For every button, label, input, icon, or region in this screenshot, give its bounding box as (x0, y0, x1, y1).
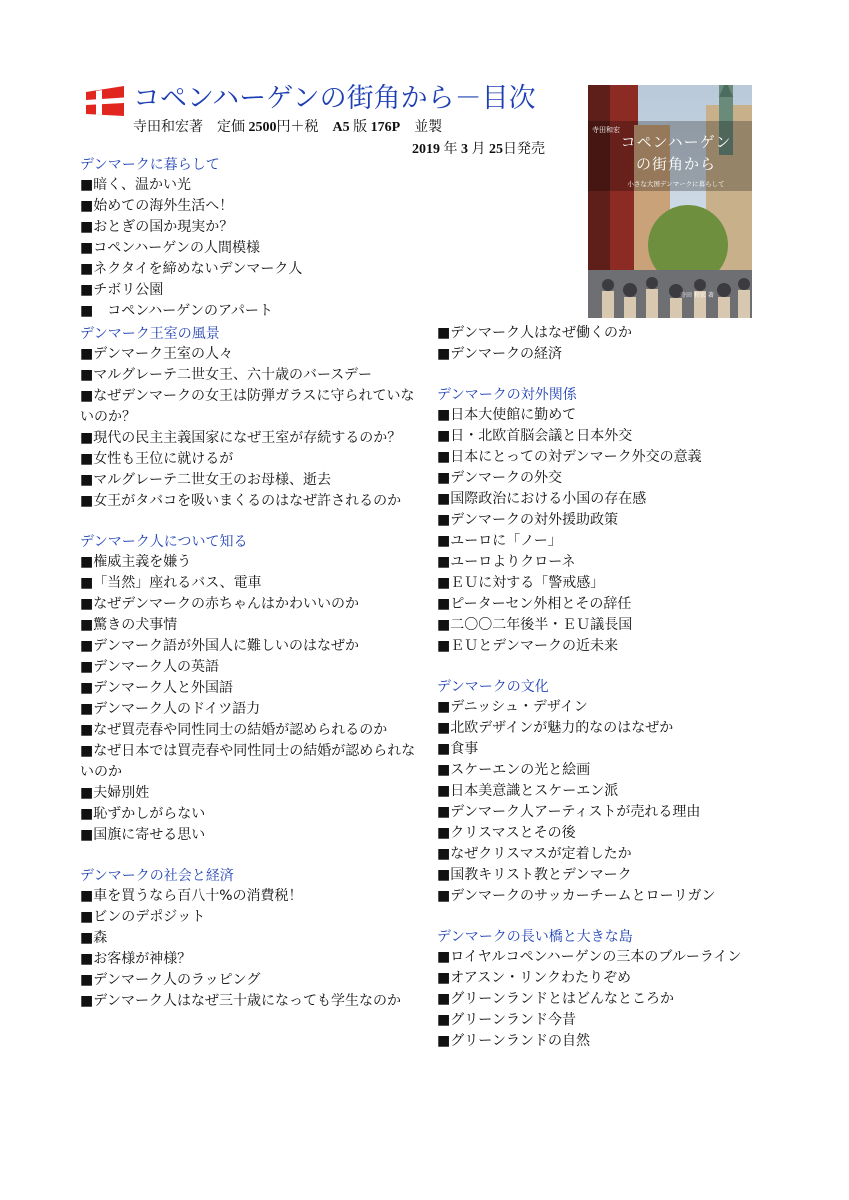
section-heading: デンマークに暮らして (80, 157, 220, 173)
toc-item: ■食事 (437, 741, 479, 757)
toc-item: ■ユーロよりクローネ (437, 554, 576, 570)
release-day: 25 (489, 142, 503, 157)
toc-item: ■デンマーク人アーティストが売れる理由 (437, 804, 701, 820)
cover-subtitle: 小さな大国デンマークに暮らして (627, 180, 725, 188)
toc-item: ■北欧デザインが魅力的なのはなぜか (437, 720, 674, 736)
toc-item: ■二〇〇二年後半・ＥＵ議長国 (437, 617, 633, 633)
toc-section-continued (437, 323, 777, 365)
section-heading: デンマークの社会と経済 (80, 868, 234, 884)
toc-item: ■車を買うなら百八十%の消費税！ (80, 888, 303, 904)
toc-item: ■恥ずかしがらない (80, 806, 206, 822)
toc-section (80, 532, 420, 846)
price-value: 2500 (248, 120, 277, 135)
toc-left-column (80, 155, 420, 1012)
toc-item: ■国旗に寄せる思い (80, 827, 206, 843)
toc-item: ■オアスン・リンクわたりぞめ (437, 970, 631, 986)
toc-item: ■グリーンランドとはどんなところか (437, 991, 674, 1007)
release-month-suffix: 月 (471, 142, 486, 157)
toc-item: ■デンマーク人のラッピング (80, 972, 261, 988)
release-month: 3 (461, 142, 468, 157)
toc-item: ■始めての海外生活へ！ (80, 198, 234, 214)
toc-item: ■グリーンランドの自然 (437, 1033, 590, 1049)
section-heading: デンマークの長い橋と大きな島 (437, 929, 633, 945)
toc-item: ■チボリ公園 (80, 282, 164, 298)
toc-item: ■デンマークの対外援助政策 (437, 512, 618, 528)
toc-item: ■デンマーク語が外国人に難しいのはなぜか (80, 638, 359, 654)
toc-item: ■デンマーク人のドイツ語力 (80, 701, 261, 717)
cover-author: 寺田 和宏 著 (680, 292, 714, 299)
toc-item: ■日本美意識とスケーエン派 (437, 783, 619, 799)
toc-item: ■ コペンハーゲンのアパート (80, 303, 273, 319)
toc-item: ■暗く、温かい光 (80, 177, 191, 193)
toc-item: ■ＥＵとデンマークの近未来 (437, 638, 618, 654)
toc-item: ■なぜデンマークの女王は防弾ガラスに守られていないのか？ (80, 388, 415, 425)
toc-item: ■ＥＵに対する「警戒感」 (437, 575, 605, 591)
toc-item: ■デンマークの外交 (437, 470, 562, 486)
cover-title-block (610, 131, 742, 189)
author: 寺田和宏著 (133, 120, 203, 135)
toc-item: ■おとぎの国か現実か？ (80, 219, 234, 235)
toc-section (437, 385, 777, 657)
toc-item: ■なぜデンマークの赤ちゃんはかわいいのか (80, 596, 359, 612)
toc-item: ■ユーロに「ノー」 (437, 533, 562, 549)
section-heading: デンマーク王室の風景 (80, 326, 220, 342)
danish-flag-icon (84, 86, 126, 116)
toc-item: ■デンマーク人はなぜ働くのか (437, 325, 632, 341)
release-year: 2019 (412, 142, 440, 157)
cover-kicker: 寺田和宏 (592, 126, 620, 134)
toc-item: ■夫婦別姓 (80, 785, 150, 801)
toc-item: ■グリーンランド今昔 (437, 1012, 576, 1028)
toc-item: ■なぜクリスマスが定着したか (437, 846, 632, 862)
toc-item: ■マルグレーテ二世女王、六十歳のバースデー (80, 367, 372, 383)
toc-item: ■デンマーク人の英語 (80, 659, 219, 675)
section-heading: デンマークの対外関係 (437, 387, 577, 403)
section-heading: デンマークの文化 (437, 679, 549, 695)
toc-item: ■スケーエンの光と絵画 (437, 762, 591, 778)
toc-item: ■なぜ日本では買売春や同性同士の結婚が認められないのか (80, 743, 416, 780)
toc-item: ■驚きの犬事情 (80, 617, 178, 633)
release-year-suffix: 年 (443, 142, 458, 157)
page-title: コペンハーゲンの街角から－目次 (133, 83, 536, 114)
toc-item: ■国際政治における小国の存在感 (437, 491, 647, 507)
toc-item: ■デンマークの経済 (437, 346, 562, 362)
toc-item: ■デンマーク人と外国語 (80, 680, 233, 696)
toc-item: ■デンマークのサッカーチームとローリガン (437, 888, 716, 904)
cover-title-line2: の街角から (635, 155, 716, 173)
section-heading: デンマーク人について知る (80, 534, 248, 550)
cover-title-line1: コペンハーゲン (620, 133, 732, 151)
toc-item: ■森 (80, 930, 108, 946)
toc-item: ■女王がタバコを吸いまくるのはなぜ許されるのか (80, 493, 402, 509)
binding: 並製 (414, 120, 443, 135)
toc-section (80, 866, 420, 1012)
toc-section (80, 324, 420, 512)
toc-item: ■ピーターセン外相とその辞任 (437, 596, 632, 612)
toc-item: ■なぜ買売春や同性同士の結婚が認められるのか (80, 722, 388, 738)
book-cover-image (588, 85, 752, 318)
toc-item: ■デニッシュ・デザイン (437, 699, 588, 715)
format: A5 (332, 120, 350, 135)
toc-item: ■ロイヤルコペンハーゲンの三本のブルーライン (437, 949, 742, 965)
toc-item: ■国教キリスト教とデンマーク (437, 867, 632, 883)
price-suffix: 円＋税 (276, 120, 319, 135)
toc-item: ■マルグレーテ二世女王のお母様、逝去 (80, 472, 331, 488)
toc-item: ■現代の民主主義国家になぜ王室が存続するのか？ (80, 430, 402, 446)
toc-item: ■クリスマスとその後 (437, 825, 576, 841)
toc-item: ■日本にとっての対デンマーク外交の意義 (437, 449, 702, 465)
toc-item: ■「当然」座れるバス、電車 (80, 575, 262, 591)
toc-section (437, 927, 777, 1052)
format-suffix: 版 (353, 120, 368, 135)
toc-section (437, 677, 777, 907)
toc-item: ■女性も王位に就けるが (80, 451, 234, 467)
toc-item: ■権威主義を嫌う (80, 554, 192, 570)
release-date (412, 140, 545, 160)
toc-item: ■日本大使館に勤めて (437, 407, 577, 423)
toc-item: ■デンマーク人はなぜ三十歳になっても学生なのか (80, 993, 401, 1009)
toc-item: ■デンマーク王室の人々 (80, 346, 233, 362)
toc-item: ■日・北欧首脳会議と日本外交 (437, 428, 633, 444)
toc-item: ■お客様が神様？ (80, 951, 192, 967)
toc-item: ■ビンのデポジット (80, 909, 206, 925)
release-day-suffix: 日発売 (503, 142, 545, 157)
toc-right-column (437, 323, 777, 1052)
page-count: 176P (370, 120, 401, 135)
toc-item: ■コペンハーゲンの人間模様 (80, 240, 260, 256)
toc-section (80, 155, 420, 322)
book-meta (133, 118, 442, 138)
price-label: 定価 (217, 120, 245, 135)
toc-item: ■ネクタイを締めないデンマーク人 (80, 261, 303, 277)
